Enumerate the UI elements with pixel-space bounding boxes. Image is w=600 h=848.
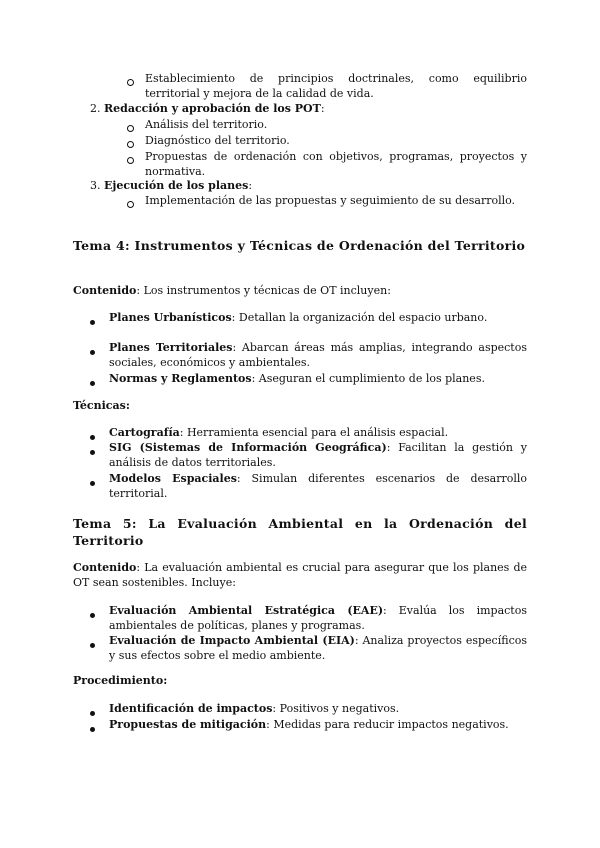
list-item: Identificación de impactos: Positivos y negativos. (90, 701, 527, 716)
list-item: 2. Redacción y aprobación de los POT: (90, 102, 325, 115)
procedimiento-label: Procedimiento: (73, 674, 168, 687)
list-item: Cartografía: Herramienta esencial para el análisis espacial. (90, 425, 527, 440)
list-subitem: Análisis del territorio. (127, 117, 527, 132)
list-item: Normas y Reglamentos: Aseguran el cumplimiento de los planes. (90, 371, 527, 386)
list-subitem: Implementación de las propuestas y seguimiento de su desarrollo. (127, 193, 527, 208)
bullet-icon (90, 727, 95, 732)
item-title: Redacción y aprobación de los POT (104, 102, 321, 115)
list-item: Evaluación Ambiental Estratégica (EAE): Evalúa los impactos ambientales de políticas, planes y programas. (90, 603, 527, 633)
bullet-icon (90, 450, 95, 455)
circle-bullet-icon (127, 157, 134, 164)
section-heading-tema4: Tema 4: Instrumentos y Técnicas de Ordenación del Territorio (73, 238, 526, 253)
list-subitem: Propuestas de ordenación con objetivos, programas, proyectos y normativa. (127, 149, 527, 179)
contenido-paragraph: Contenido: La evaluación ambiental es crucial para asegurar que los planes de OT sean sostenibles. Incluye: (73, 561, 527, 589)
section-heading-tema5: Tema 5: La Evaluación Ambiental en la Ordenación del Territorio (73, 516, 527, 548)
bullet-icon (90, 613, 95, 618)
bullet-icon (90, 643, 95, 648)
circle-bullet-icon (127, 141, 134, 148)
bullet-icon (90, 350, 95, 355)
circle-bullet-icon (127, 125, 134, 132)
list-subitem: Diagnóstico del territorio. (127, 133, 527, 148)
circle-bullet-icon (127, 79, 134, 86)
bullet-icon (90, 381, 95, 386)
circle-bullet-icon (127, 201, 134, 208)
bullet-icon (90, 481, 95, 486)
bullet-icon (90, 711, 95, 716)
bullet-icon (90, 320, 95, 325)
list-item: Evaluación de Impacto Ambiental (EIA): Analiza proyectos específicos y sus efectos sobre el medio ambiente. (90, 633, 527, 663)
list-item: Planes Territoriales: Abarcan áreas más amplias, integrando aspectos sociales, económicos y ambientales. (90, 340, 527, 370)
contenido-paragraph: Contenido: Los instrumentos y técnicas de OT incluyen: (73, 284, 391, 297)
list-item: Propuestas de mitigación: Medidas para reducir impactos negativos. (90, 717, 527, 732)
list-item: Modelos Espaciales: Simulan diferentes escenarios de desarrollo territorial. (90, 471, 527, 501)
list-item: Planes Urbanísticos: Detallan la organización del espacio urbano. (90, 310, 527, 325)
tecnicas-label: Técnicas: (73, 399, 130, 412)
list-subitem: Establecimiento de principios doctrinales, como equilibrio territorial y mejora de la calidad de vida. (127, 71, 527, 101)
item-title: Ejecución de los planes (104, 179, 249, 192)
list-item: 3. Ejecución de los planes: (90, 179, 253, 192)
list-item: SIG (Sistemas de Información Geográfica): Facilitan la gestión y análisis de datos territoriales. (90, 440, 527, 470)
